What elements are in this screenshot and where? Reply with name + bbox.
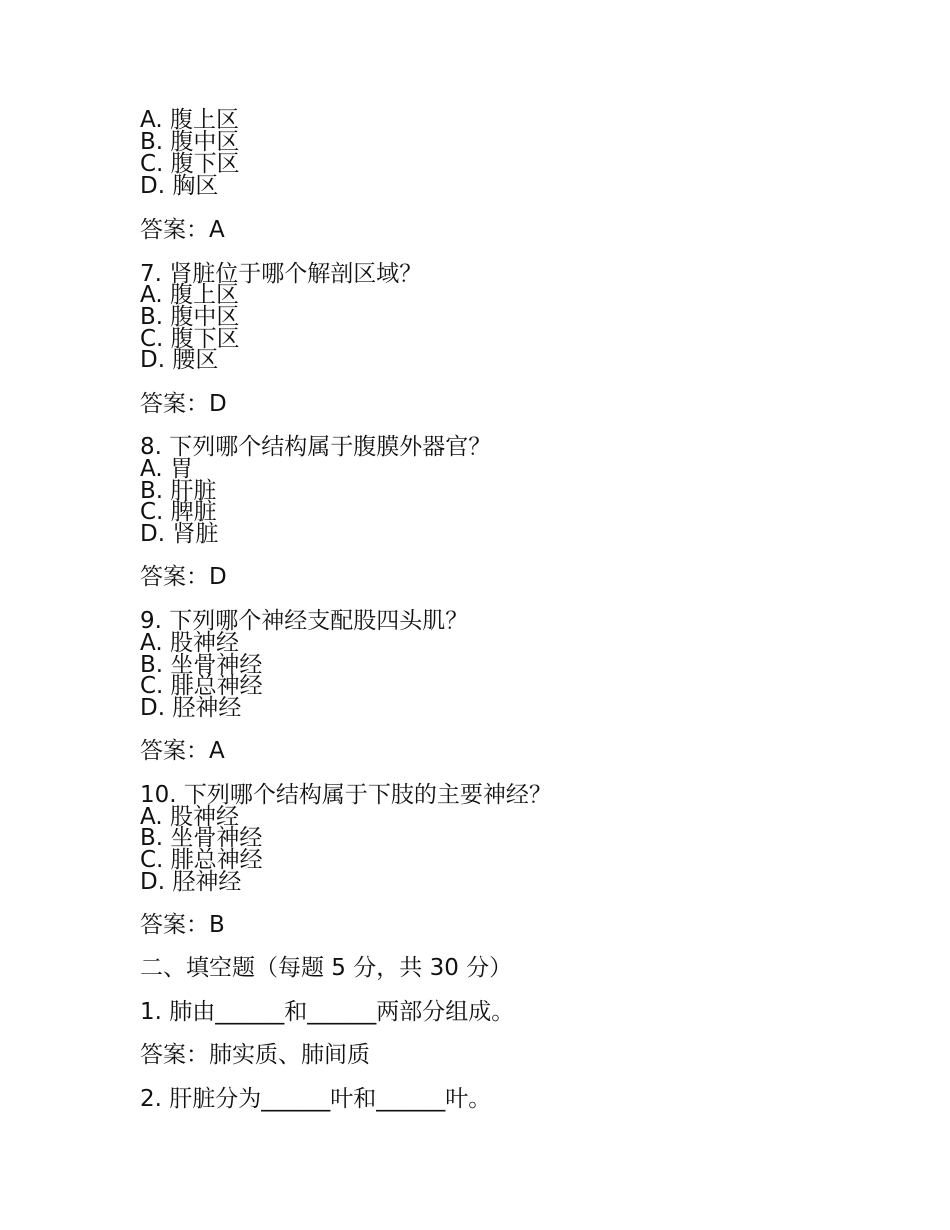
q8-question: 8. 下列哪个结构属于腹膜外器官？ [140,434,492,460]
q8-option-d: D. 肾脏 [140,521,219,547]
q10-option-b: B. 坐骨神经 [140,825,263,851]
fill2-question: 2. 肝脏分为______叶和______叶。 [140,1086,492,1112]
q9-option-c: C. 腓总神经 [140,673,263,699]
q9-option-d: D. 胫神经 [140,695,242,721]
q10-question: 10. 下列哪个结构属于下肢的主要神经？ [140,782,552,808]
q6-option-a: A. 腹上区 [140,107,239,133]
q9-question: 9. 下列哪个神经支配股四头肌？ [140,608,469,634]
q8-answer: 答案：D [140,564,227,590]
q10-option-a: A. 股神经 [140,804,239,830]
q7-option-d: D. 腰区 [140,347,219,373]
q10-answer: 答案：B [140,912,225,938]
q6-answer: 答案：A [140,217,225,243]
fill1-answer: 答案：肺实质、肺间质 [140,1042,370,1068]
q8-option-a: A. 胃 [140,456,193,482]
q9-option-a: A. 股神经 [140,630,239,656]
section-heading: 二、填空题（每题 5 分，共 30 分） [140,955,513,981]
q8-option-b: B. 肝脏 [140,478,217,504]
q8-option-c: C. 脾脏 [140,499,217,525]
fill1-question: 1. 肺由______和______两部分组成。 [140,999,515,1025]
q10-option-d: D. 胫神经 [140,869,242,895]
q7-option-a: A. 腹上区 [140,282,239,308]
q7-answer: 答案：D [140,391,227,417]
q7-option-b: B. 腹中区 [140,304,240,330]
q7-question: 7. 肾脏位于哪个解剖区域？ [140,261,423,287]
q6-option-d: D. 胸区 [140,173,219,199]
q9-answer: 答案：A [140,738,225,764]
q10-option-c: C. 腓总神经 [140,847,263,873]
q6-option-b: B. 腹中区 [140,129,240,155]
q9-option-b: B. 坐骨神经 [140,652,263,678]
q7-option-c: C. 腹下区 [140,326,240,352]
q6-option-c: C. 腹下区 [140,151,240,177]
